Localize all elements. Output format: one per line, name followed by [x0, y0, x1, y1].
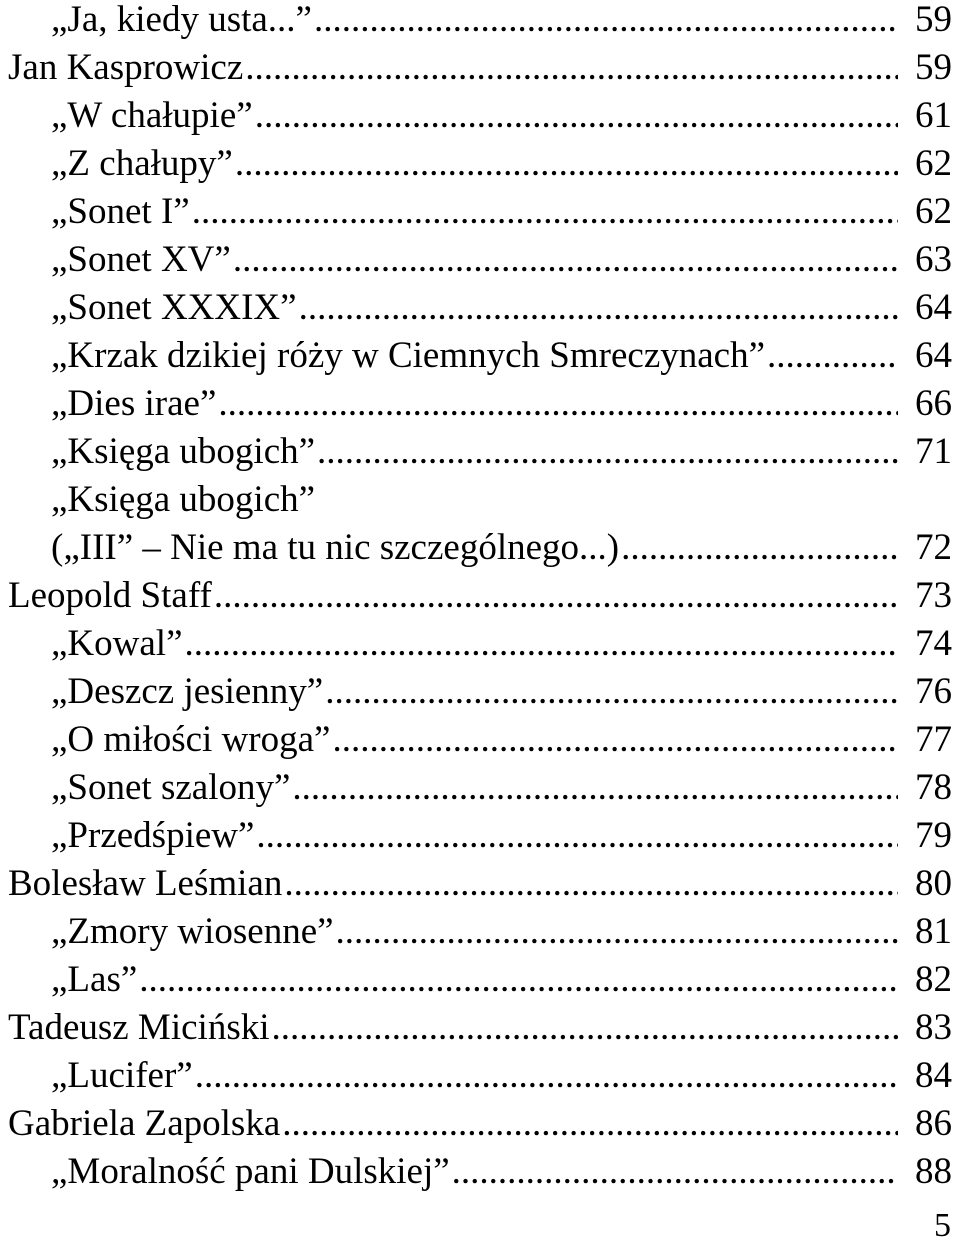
dot-leader: [192, 188, 898, 236]
toc-entry-title: („III” – Nie ma tu nic szczególnego...): [51, 527, 620, 568]
toc-entry-title: „Las”: [51, 959, 138, 1000]
toc-entry-title: „Zmory wiosenne”: [51, 911, 334, 952]
toc-entry-title: „O miłości wroga”: [51, 719, 331, 760]
toc-entry-page: 88: [915, 1151, 952, 1192]
toc-entry-title: „Księga ubogich”: [51, 431, 316, 472]
dot-leader: [767, 332, 898, 380]
toc-entry-page: 74: [915, 623, 952, 664]
toc-entry-page: 86: [915, 1103, 952, 1144]
toc-author-entry: [8, 44, 952, 92]
toc-work-entry: [8, 380, 952, 428]
toc-entry-title: „Moralność pani Dulskiej”: [51, 1151, 450, 1192]
toc-work-entry: [8, 812, 952, 860]
dot-leader: [621, 524, 898, 572]
dot-leader: [314, 0, 898, 44]
toc-entry-page: 63: [915, 239, 952, 280]
toc-entry-title: „Sonet XXXIX”: [51, 287, 297, 328]
toc-work-entry: [8, 668, 952, 716]
dot-leader: [292, 764, 898, 812]
dot-leader: [185, 620, 899, 668]
page-number: 5: [934, 1207, 951, 1244]
dot-leader: [336, 908, 898, 956]
toc-work-entry: [8, 236, 952, 284]
toc-entry-page: 80: [915, 863, 952, 904]
toc-entry-page: 66: [915, 383, 952, 424]
dot-leader: [272, 1004, 899, 1052]
toc-entry-title: „Z chałupy”: [51, 143, 233, 184]
dot-leader: [245, 44, 898, 92]
dot-leader: [256, 812, 898, 860]
toc-work-entry: [8, 332, 952, 380]
toc-entry-page: 71: [915, 431, 952, 472]
toc-work-entry: [8, 908, 952, 956]
toc-entry-title: „Kowal”: [51, 623, 183, 664]
toc-entry-page: 82: [915, 959, 952, 1000]
toc-entry-page: 61: [915, 95, 952, 136]
toc-entry-title: „Dies irae”: [51, 383, 217, 424]
dot-leader: [255, 92, 898, 140]
toc-entry-page: 59: [915, 0, 952, 40]
toc-work-entry: [8, 476, 952, 524]
dot-leader: [282, 1100, 898, 1148]
toc-work-entry: [8, 956, 952, 1004]
toc-entry-title: „Krzak dzikiej róży w Ciemnych Smreczynach”: [51, 335, 766, 376]
toc-entry-page: 59: [915, 47, 952, 88]
toc-entry-title: „Sonet XV”: [51, 239, 231, 280]
toc-entry-title: Bolesław Leśmian: [8, 863, 283, 904]
dot-leader: [235, 140, 898, 188]
toc-entry-page: 79: [915, 815, 952, 856]
toc-entry-title: Gabriela Zapolska: [8, 1103, 281, 1144]
toc-entry-page: 72: [915, 527, 952, 568]
toc-entry-page: 73: [915, 575, 952, 616]
toc-entry-page: 81: [915, 911, 952, 952]
toc-work-entry: [8, 1052, 952, 1100]
toc-entry-title: „Lucifer”: [51, 1055, 193, 1096]
dot-leader: [233, 236, 898, 284]
toc-entry-title: „W chałupie”: [51, 95, 253, 136]
toc-entry-page: 76: [915, 671, 952, 712]
dot-leader: [284, 860, 898, 908]
toc-work-entry: [8, 524, 952, 572]
toc-work-entry: [8, 92, 952, 140]
toc-entry-title: Leopold Staff: [8, 575, 212, 616]
toc-work-entry: [8, 428, 952, 476]
toc-entry-page: 83: [915, 1007, 952, 1048]
dot-leader: [214, 572, 898, 620]
toc-work-entry: [8, 620, 952, 668]
toc-work-entry: [8, 284, 952, 332]
toc-work-entry: [8, 0, 952, 44]
toc-entry-title: Jan Kasprowicz: [8, 47, 244, 88]
toc-work-entry: [8, 140, 952, 188]
toc-work-entry: [8, 188, 952, 236]
toc-entry-title: „Deszcz jesienny”: [51, 671, 324, 712]
toc-entry-page: 64: [915, 287, 952, 328]
toc-author-entry: [8, 1004, 952, 1052]
toc-entry-page: 84: [915, 1055, 952, 1096]
toc-entry-title: „Ja, kiedy usta...”: [51, 0, 312, 40]
dot-leader: [299, 284, 898, 332]
dot-leader: [332, 716, 898, 764]
toc-entry-page: 62: [915, 191, 952, 232]
toc-author-entry: [8, 1100, 952, 1148]
toc-author-entry: [8, 860, 952, 908]
toc-entry-title: „Sonet szalony”: [51, 767, 291, 808]
toc-work-entry: [8, 1148, 952, 1196]
dot-leader: [195, 1052, 898, 1100]
toc-entry-title: „Przedśpiew”: [51, 815, 255, 856]
toc-entry-page: 62: [915, 143, 952, 184]
dot-leader: [325, 668, 898, 716]
toc-work-entry: [8, 764, 952, 812]
toc-entry-title: „Sonet I”: [51, 191, 190, 232]
toc-entry-page: 77: [915, 719, 952, 760]
toc-entry-page: 64: [915, 335, 952, 376]
dot-leader: [218, 380, 898, 428]
table-of-contents: [8, 0, 952, 1196]
toc-entry-page: 78: [915, 767, 952, 808]
toc-work-entry: [8, 716, 952, 764]
dot-leader: [317, 428, 898, 476]
dot-leader: [452, 1148, 898, 1196]
toc-entry-title: Tadeusz Miciński: [8, 1007, 270, 1048]
dot-leader: [139, 956, 898, 1004]
toc-entry-title: „Księga ubogich”: [51, 479, 316, 520]
toc-author-entry: [8, 572, 952, 620]
